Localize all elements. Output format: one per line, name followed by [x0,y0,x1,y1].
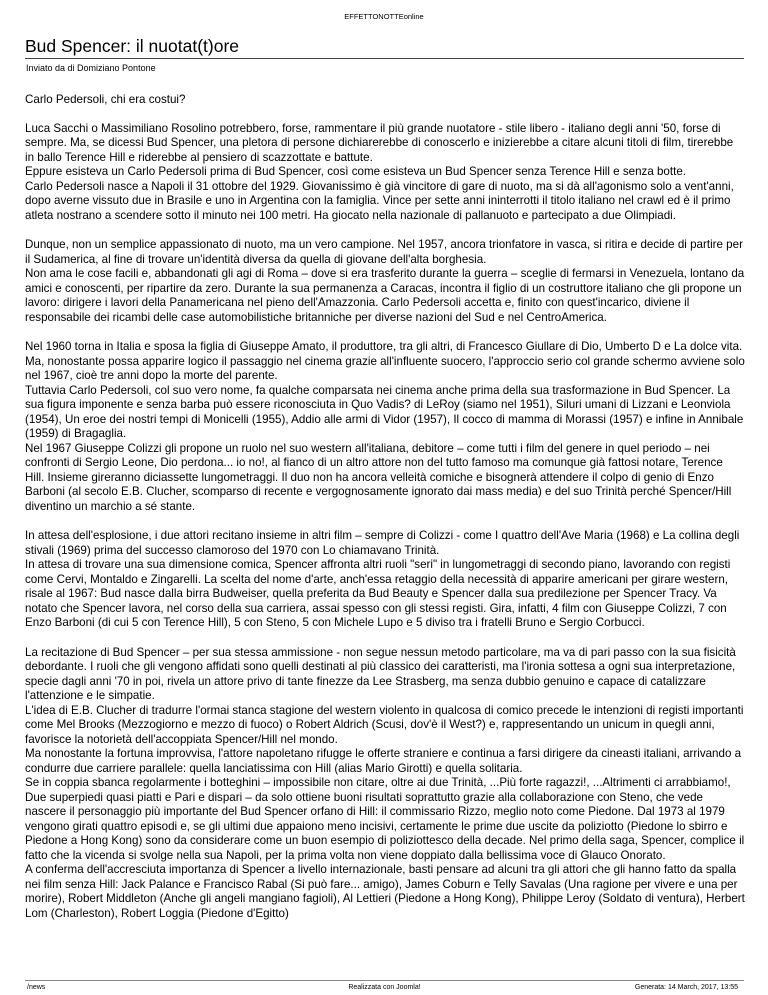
paragraph-1 [25,122,745,224]
paragraph-2 [25,238,745,325]
paragraph-line: Dunque, non un semplice appassionato di nuoto, ma un vero campione. Nel 1957, ancora trionfatore in vasca, si ritira e decide di partire per il Sudamerica, al fine di trovare un'identità diversa da quella di giovane dell'alta borghesia. [25,238,743,266]
paragraph-line: Eppure esisteva un Carlo Pedersoli prima di Bud Spencer, così come esisteva un Bud Spencer senza Terence Hill e senza botte. [25,165,686,178]
paragraph-line: L'idea di E.B. Clucher di tradurre l'ormai stanca stagione del western violento in qualcosa di comico precede le intenzioni di registi importanti come Mel Brooks (Mezzogiorno e mezzo di fuoco) o Robert Aldrich (Scusi, dov'è il West?) e, rappresentando un unicum in quegli anni, favorisce la notorietà dell'accoppiata Spencer/Hill nel mondo. [25,703,744,746]
article-byline: Inviato da di Domiziano Pontone [26,63,156,73]
paragraph-line: Carlo Pedersoli nasce a Napoli il 31 ottobre del 1929. Giovanissimo è già vincitore di gare di nuoto, ma si dà all'agonismo solo a vent'anni, dopo averne vissuto due in Brasile e uno in Argentina con la famiglia. Vince per sette anni ininterrotti il titolo italiano nel crawl ed è il primo atleta nostrano a scendere sotto il minuto nei 100 metri. Ha giocato nella nazionale di pallanuoto e partecipato a due Olimpiadi. [25,179,734,222]
footer-path: /news [27,984,46,991]
site-header: EFFETTONOTTEonline [344,12,424,21]
lead-paragraph: Carlo Pedersoli, chi era costui? [25,93,186,106]
paragraph-4 [25,529,745,631]
paragraph-line: Nel 1967 Giuseppe Colizzi gli propone un ruolo nel suo western all'italiana, debitore – come tutti i film del genere in quel periodo – nei confronti di Sergio Leone, Dio perdona... io no!, al fianco di un altro attore non del tutto famoso ma comunque già fattosi notare, Terence Hill. Insieme gireranno diciassette lungometraggi. Il duo non ha ancora velleità comiche e bisognerà attendere il colpo di genio di Enzo Barboni (al secolo E.B. Clucher, scomparso di recente e vergognosamente ignorato dai mass media) e del suo Trinità perché Spencer/Hill diventino un marchio a sé stante. [25,441,732,513]
article-title: Bud Spencer: il nuotat(t)ore [25,36,240,56]
footer-generated-date: Generata: 14 March, 2017, 13:55 [634,984,738,991]
paragraph-line: Tuttavia Carlo Pedersoli, col suo vero nome, fa qualche comparsata nei cinema anche prima della sua trasformazione in Bud Spencer. La sua figura imponente e senza barba può essere riconosciuta in Quo Vadis? di LeRoy (siamo nel 1951), Siluri umani di Lizzani e Leonviola (1954), Un eroe dei nostri tempi di Monicelli (1955), Addio alle armi di Vidor (1957), Il cocco di mamma di Morassi (1957) e infine in Annibale (1959) di Bragaglia. [25,383,744,440]
title-divider [25,58,744,59]
paragraph-line: Se in coppia sbanca regolarmente i botteghini – impossibile non citare, oltre ai due Trinità, ...Più forte ragazzi!, ...Altrimenti ci arrabbiamo!, Due superpiedi quasi piatti e Pari e dispari – da solo ottiene buoni risultati soprattutto grazie alla collaborazione con Steno, che vede nascere il personaggio più importante del Bud Spencer orfano di Hill: il commissario Rizzo, meglio noto come Piedone. Dal 1973 al 1979 vengono girati quattro episodi e, se gli ultimi due appaiono meno incisivi, certamente le prime due uscite da poliziotto (Piedone lo sbirro e Piedone a Hong Kong) sono da considerare come un buon esempio di poliziottesco della decade. Nel primo della saga, Spencer, complice il fatto che la vicenda si svolge nella sua Napoli, per la prima volta non viene doppiato dalla bellissima voce di Glauco Onorato. [25,776,745,862]
paragraph-line: In attesa di trovare una sua dimensione comica, Spencer affronta altri ruoli "seri" in lungometraggi di secondo piano, lavorando con registi come Cervi, Montaldo e Zingarelli. La scelta del nome d'arte, anch'essa retaggio della necessità di apparire americani per girare western, risale al 1967: Bud nasce dalla birra Budweiser, quella preferita da Bud Beauty e Spencer dalla sua predilezione per Spencer Tracy. Va notato che Spencer lavora, nel corso della sua carriera, assai spesso con gli stessi registi. Gira, infatti, 4 film con Giuseppe Colizzi, 7 con Enzo Barboni (di cui 5 con Terence Hill), 5 con Steno, 5 con Michele Lupo e 5 diviso tra i fratelli Bruno e Sergio Corbucci. [25,558,731,629]
paragraph-line: Nel 1960 torna in Italia e sposa la figlia di Giuseppe Amato, il produttore, tra gli altri, di Francesco Giullare di Dio, Umberto D e La dolce vita. Ma, nonostante possa apparire logico il passaggio nel cinema grazie all'influente suocero, l'approccio serio col grande schermo avviene solo nel 1967, cioè tre anni dopo la morte del parente. [25,340,745,382]
paragraph-3 [25,340,745,514]
paragraph-line: Non ama le cose facili e, abbandonati gli agi di Roma – dove si era trasferito durante la guerra – sceglie di fermarsi in Venezuela, lontano da amici e conoscenti, per ripartire da zero. Durante la sua permanenza a Caracas, incontra il figlio di un costruttore italiano che gli propone un lavoro: dirigere i lavori della Panamericana nel pieno dell'Amazzonia. Carlo Pedersoli accetta e, finito con quest'incarico, diviene il responsabile dei ricambi delle case automobilistiche britanniche per diverse nazioni del Sud e nel CentroAmerica. [25,267,745,324]
footer-powered-by: Realizzata con Joomla! [348,984,421,991]
paragraph-line: A conferma dell'accresciuta importanza di Spencer a livello internazionale, basti pensare ad alcuni tra gli attori che gli hanno fatto da spalla nei film senza Hill: Jack Palance e Francisco Rabal (Si può fare... amigo), James Coburn e Telly Savalas (Una ragione per vivere e una per morire), Robert Middleton (Anche gli angeli mangiano fagioli), Al Lettieri (Piedone a Hong Kong), Philippe Leroy (Soldato di ventura), Herbert Lom (Charleston), Robert Loggia (Piedone d'Egitto) [25,863,745,920]
paragraph-line: In attesa dell'esplosione, i due attori recitano insieme in altri film – sempre di Colizzi - come I quattro dell'Ave Maria (1968) e La collina degli stivali (1969) prima del successo clamoroso del 1970 con Lo chiamavano Trinità. [25,529,740,557]
paragraph-line: La recitazione di Bud Spencer – per sua stessa ammissione - non segue nessun metodo particolare, ma va di pari passo con la sua fisicità debordante. I ruoli che gli vengono affidati sono quelli destinati al più classico dei caratteristi, ma l'ironia sottesa a ogni sua interpretazione, specie dagli anni '70 in poi, rivela un attore privo di tante finezze da Lee Strasberg, ma senza dubbio genuino e capace di catalizzare l'attenzione e le simpatie. [25,645,736,702]
paragraph-5 [25,646,745,922]
page-footer [25,980,744,995]
paragraph-line: Luca Sacchi o Massimiliano Rosolino potrebbero, forse, rammentare il più grande nuotatore - stile libero - italiano degli anni '50, forse di sempre. Ma, se dicessi Bud Spencer, una pletora di persone dichiarerebbe di conoscerlo e inizierebbe a citare alcuni titoli di film, tirerebbe in ballo Terence Hill e riderebbe al pensiero di scazzottate e battute. [25,121,734,164]
article-body [25,93,745,936]
paragraph-line: Ma nonostante la fortuna improvvisa, l'attore napoletano rifugge le offerte straniere e continua a farsi dirigere da cineasti italiani, arrivando a condurre due carriere parallele: quella lanciatissima con Hill (alias Mario Girotti) e quella solitaria. [25,747,742,775]
